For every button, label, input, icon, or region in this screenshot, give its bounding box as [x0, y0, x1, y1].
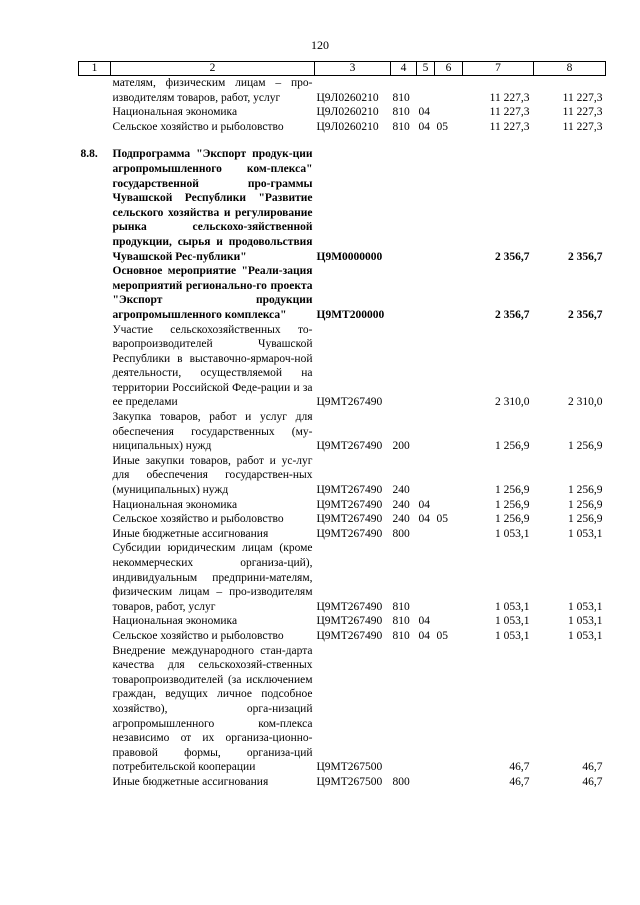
header-col-7: 7: [463, 62, 534, 76]
row-value-7: 2 356,7: [495, 308, 530, 321]
row-vr: 810: [392, 91, 410, 104]
row-value-7: 46,7: [509, 761, 530, 774]
row-code: Ц9М0000000: [316, 250, 383, 263]
row-code: Ц9МТ267490: [316, 527, 383, 540]
row-code: Ц9Л0260210: [316, 120, 379, 133]
row-rz: 04: [418, 629, 430, 642]
row-value-8: 11 227,3: [562, 106, 603, 119]
row-value-8: 1 053,1: [568, 600, 603, 613]
row-rz: 04: [418, 106, 430, 119]
row-vr: 240: [392, 513, 410, 526]
row-value-7: 46,7: [509, 775, 530, 788]
row-code: Ц9МТ267490: [316, 396, 383, 409]
subprogram-row: [79, 134, 606, 264]
row-value-8: 1 256,9: [568, 513, 603, 526]
row-pr: [435, 541, 463, 614]
row-value-8: 1 256,9: [568, 484, 603, 497]
row-value-8: 1 256,9: [568, 440, 603, 453]
row-rz: [417, 541, 435, 614]
row-number: [79, 264, 111, 322]
row-rz: [417, 454, 435, 498]
row-value-8: 46,7: [582, 761, 603, 774]
row-number: [79, 120, 111, 135]
table-row: [79, 775, 606, 790]
row-value-7: 11 227,3: [489, 106, 530, 119]
row-value-7: 1 053,1: [495, 615, 530, 628]
row-name: Национальная экономика: [112, 615, 238, 628]
row-name: Внедрение международного стан-дарта качества для сельскохозяй-ственных товаропроизводителей (за исключением граждан, ведущих личное подсобное хозяйство), орга-низаций агропромышленного ком-плекса независимо от их организа-ционно-правовой формы, организа-ций потребительской кооперации: [112, 644, 313, 774]
row-value-8: 1 053,1: [568, 629, 603, 642]
row-value-8: 1 256,9: [568, 498, 603, 511]
header-col-5: 5: [417, 62, 435, 76]
row-name: Подпрограмма "Экспорт продук-ции агропромышленного ком-плекса" государственной про-граммы Чувашской Республики "Развитие сельского хозяйства и регулирование рынка сельскохо-зяйственной продукции, сырья и продовольствия Чувашской Рес-публики": [112, 148, 313, 263]
table-row: [79, 512, 606, 527]
table-row: [79, 498, 606, 513]
row-number: [79, 76, 111, 106]
row-number: [79, 541, 111, 614]
row-rz: 04: [418, 498, 430, 511]
table-row: [79, 323, 606, 411]
row-number: [79, 454, 111, 498]
row-code: Ц9МТ267490: [316, 484, 383, 497]
row-value-7: 1 053,1: [495, 527, 530, 540]
row-vr: 800: [392, 527, 410, 540]
row-code: Ц9МТ200000: [316, 308, 385, 321]
row-number: [79, 775, 111, 790]
row-name: Закупка товаров, работ и услуг для обеспечения государственных (му-ниципальных) нужд: [112, 411, 313, 453]
row-value-7: 1 256,9: [495, 498, 530, 511]
row-value-7: 2 356,7: [495, 250, 530, 263]
row-pr: 05: [436, 513, 448, 526]
table-row: [79, 644, 606, 775]
row-name: Национальная экономика: [112, 498, 238, 511]
row-value-7: 1 256,9: [495, 484, 530, 497]
row-vr: 810: [392, 106, 410, 119]
row-value-7: 1 053,1: [495, 600, 530, 613]
row-value-8: 46,7: [582, 775, 603, 788]
table-row: [79, 120, 606, 135]
row-vr: 240: [392, 498, 410, 511]
row-pr: [435, 614, 463, 629]
header-col-2: 2: [111, 62, 315, 76]
table-row: [79, 454, 606, 498]
row-code: Ц9МТ267490: [316, 440, 383, 453]
row-code: Ц9МТ267500: [316, 761, 383, 774]
row-rz: [417, 134, 435, 264]
row-vr: 810: [392, 629, 410, 642]
header-col-3: 3: [315, 62, 391, 76]
row-value-7: 2 310,0: [495, 396, 530, 409]
row-vr: [391, 264, 417, 322]
row-rz: [417, 527, 435, 542]
table-row: [79, 410, 606, 454]
row-vr: 240: [392, 484, 410, 497]
row-name: Участие сельскохозяйственных то-варопроизводителей Чувашской Республики в выставочно-ярмароч-ной деятельности, осуществляемой на территории Российской Феде-рации и за ее пределами: [112, 323, 313, 409]
row-pr: [435, 454, 463, 498]
row-pr: [435, 134, 463, 264]
budget-table: [78, 61, 606, 790]
row-rz: 04: [418, 120, 430, 133]
row-vr: 810: [392, 600, 410, 613]
row-vr: [391, 134, 417, 264]
table-row: [79, 614, 606, 629]
row-name: Сельское хозяйство и рыболовство: [112, 629, 284, 642]
row-value-8: 2 356,7: [568, 308, 603, 321]
row-vr: 810: [392, 615, 410, 628]
row-code: Ц9МТ267490: [316, 513, 383, 526]
row-rz: [417, 76, 435, 106]
row-pr: [435, 527, 463, 542]
header-col-6: 6: [435, 62, 463, 76]
row-vr: [391, 644, 417, 775]
row-code: Ц9Л0260210: [316, 91, 379, 104]
row-vr: 200: [392, 440, 410, 453]
row-rz: [417, 644, 435, 775]
row-pr: [435, 410, 463, 454]
row-vr: 810: [392, 120, 410, 133]
row-value-7: 1 256,9: [495, 440, 530, 453]
table-row: [79, 629, 606, 644]
row-value-8: 1 053,1: [568, 615, 603, 628]
row-pr: [435, 264, 463, 322]
row-number: [79, 527, 111, 542]
row-value-8: 1 053,1: [568, 527, 603, 540]
header-row: [79, 62, 606, 76]
row-value-8: 11 227,3: [562, 120, 603, 133]
row-code: Ц9МТ267490: [316, 498, 383, 511]
row-number: [79, 410, 111, 454]
row-vr: [391, 323, 417, 411]
row-pr: [435, 76, 463, 106]
row-pr: [435, 105, 463, 120]
row-number: [79, 614, 111, 629]
row-rz: [417, 775, 435, 790]
table-header: [79, 62, 606, 76]
row-name: Основное мероприятие "Реали-зация мероприятий регионально-го проекта "Экспорт продукции агропромышленного комплекса": [112, 265, 313, 321]
row-number: [79, 323, 111, 411]
page-number: 120: [311, 38, 329, 52]
row-name: Иные бюджетные ассигнования: [112, 775, 269, 788]
row-code: Ц9МТ267490: [316, 615, 383, 628]
row-code: Ц9Л0260210: [316, 106, 379, 119]
row-value-7: 11 227,3: [489, 120, 530, 133]
row-code: Ц9МТ267490: [316, 629, 383, 642]
row-code: Ц9МТ267490: [316, 600, 383, 613]
row-name: Сельское хозяйство и рыболовство: [112, 513, 284, 526]
header-col-8: 8: [534, 62, 606, 76]
section-number: 8.8.: [80, 148, 98, 161]
row-value-7: 11 227,3: [489, 91, 530, 104]
row-name: Национальная экономика: [112, 106, 238, 119]
row-name: мателям, физическим лицам – про-изводителям товаров, работ, услуг: [112, 77, 313, 104]
row-name: Сельское хозяйство и рыболовство: [112, 120, 284, 133]
row-pr: [435, 775, 463, 790]
row-pr: [435, 644, 463, 775]
row-code: Ц9МТ267500: [316, 775, 383, 788]
row-value-7: 1 256,9: [495, 513, 530, 526]
header-col-4: 4: [391, 62, 417, 76]
row-rz: 04: [418, 615, 430, 628]
row-name: Иные бюджетные ассигнования: [112, 527, 269, 540]
row-pr: [435, 323, 463, 411]
header-col-1: 1: [79, 62, 111, 76]
row-name: Субсидии юридическим лицам (кроме некоммерческих организа-ций), индивидуальным предприни-мателям, физическим лицам – про-изводителям товаров, работ, услуг: [112, 542, 313, 613]
row-number: [79, 629, 111, 644]
table-row: [79, 105, 606, 120]
row-value-8: 2 356,7: [568, 250, 603, 263]
table-row: [79, 76, 606, 106]
row-number: [79, 512, 111, 527]
row-rz: 04: [418, 513, 430, 526]
table-row: [79, 541, 606, 614]
row-pr: 05: [436, 629, 448, 642]
row-name: Иные закупки товаров, работ и ус-луг для обеспечения государствен-ных (муниципальных) нужд: [112, 454, 313, 497]
row-pr: [435, 498, 463, 513]
row-rz: [417, 264, 435, 322]
row-number: [79, 498, 111, 513]
row-rz: [417, 410, 435, 454]
row-rz: [417, 323, 435, 411]
row-number: [79, 644, 111, 775]
main-activity-row: [79, 264, 606, 322]
row-value-8: 11 227,3: [562, 91, 603, 104]
table-row: [79, 527, 606, 542]
row-vr: 800: [392, 775, 410, 788]
row-pr: 05: [436, 120, 448, 133]
row-number: [79, 105, 111, 120]
table-body: [79, 76, 606, 790]
row-value-7: 1 053,1: [495, 629, 530, 642]
row-value-8: 2 310,0: [568, 396, 603, 409]
